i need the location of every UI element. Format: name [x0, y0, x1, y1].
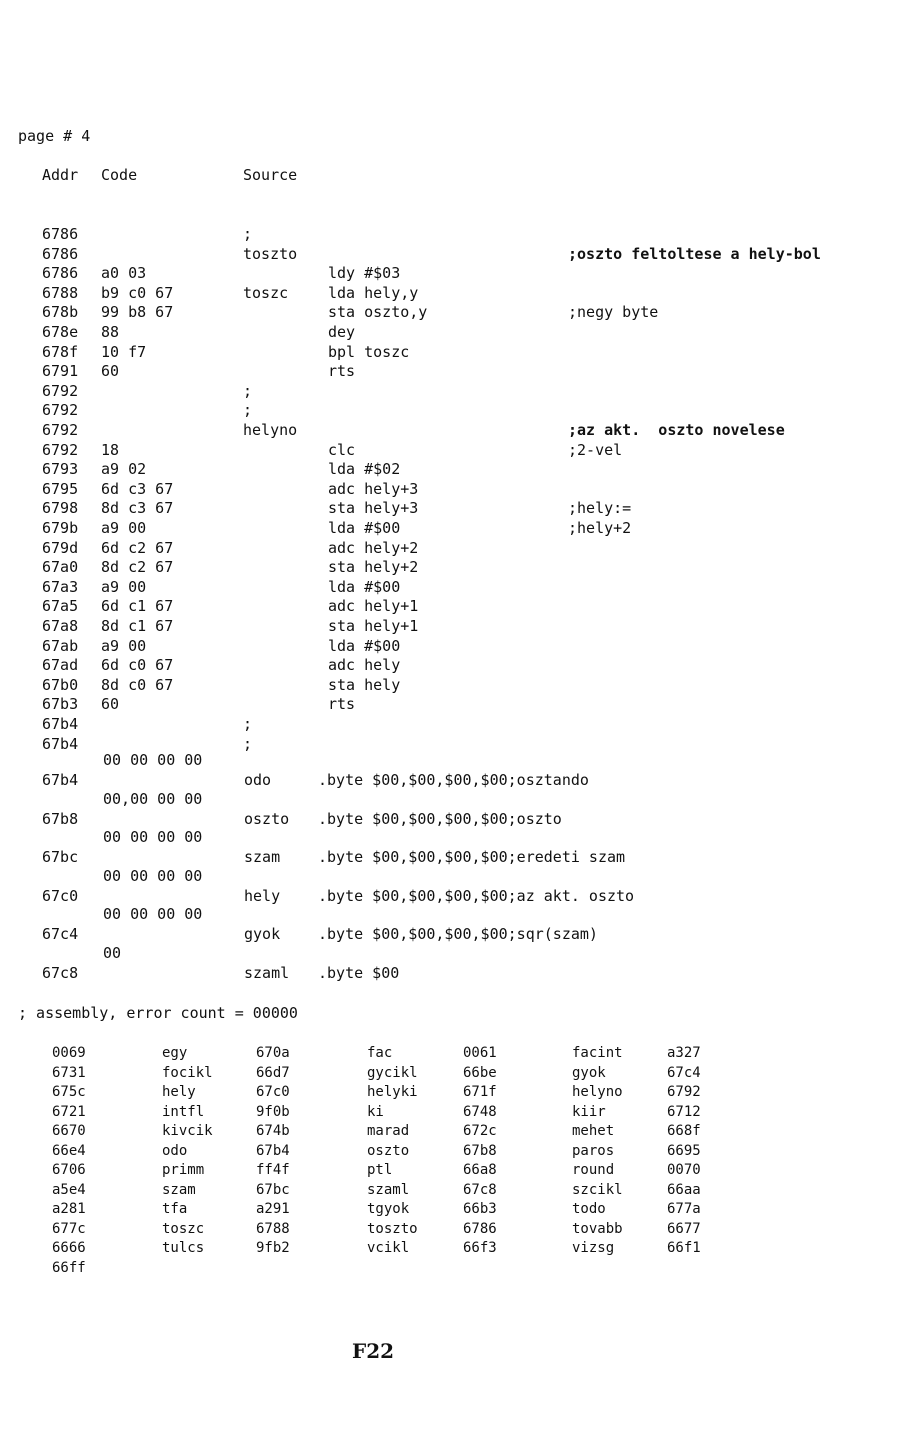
symbol-name: kivcik [162, 1123, 213, 1139]
symbol-name: helyno [572, 1084, 623, 1100]
listing-instruction: lda #$00 [328, 519, 401, 537]
listing-instruction: adc hely [328, 656, 401, 675]
listing-addr: 679d [42, 538, 79, 557]
symbol-value: 66be [463, 1064, 497, 1081]
listing-instruction: sta hely+3 [328, 499, 419, 518]
symbol-value: 6748 [463, 1103, 497, 1120]
data-label: odo [244, 771, 272, 789]
listing-code: a9 00 [101, 636, 147, 655]
data-directive: .byte $00,$00,$00,$00;az akt. oszto [318, 886, 635, 905]
symbol-value: 677a [667, 1201, 701, 1217]
symbol-value: 6788 [256, 1220, 290, 1237]
listing-code: 60 [101, 362, 120, 381]
symbol-value: 6670 [52, 1123, 86, 1139]
listing-addr: 67b4 [42, 715, 79, 733]
listing-code: a9 02 [101, 460, 147, 479]
listing-addr: 678b [42, 303, 79, 322]
data-addr: 67c4 [42, 925, 79, 944]
listing-addr: 6792 [42, 440, 79, 459]
symbol-name: oszto [367, 1142, 410, 1159]
listing-addr: 67ad [42, 656, 79, 675]
listing-instruction: sta oszto,y [328, 303, 428, 322]
symbol-name: toszc [162, 1220, 205, 1237]
listing-addr: 67a0 [42, 558, 79, 577]
listing-addr: 6786 [42, 225, 79, 243]
symbol-value: 6677 [667, 1220, 701, 1237]
symbol-value: 66e4 [52, 1142, 86, 1159]
listing-addr: 67a5 [42, 597, 79, 616]
symbol-name: tulcs [162, 1240, 205, 1256]
symbol-value: a291 [256, 1201, 290, 1217]
listing-instruction: ldy #$03 [328, 264, 401, 283]
listing-instruction: lda #$00 [328, 636, 401, 655]
listing-label: ; [243, 381, 253, 400]
data-bytes: 00,00 00 00 [103, 789, 203, 808]
column-header-source: Source [243, 166, 298, 184]
listing-code: 88 [101, 323, 120, 341]
listing-instruction: adc hely+3 [328, 479, 419, 498]
listing-instruction: rts [328, 362, 356, 381]
listing-addr: 678e [42, 323, 79, 341]
symbol-name: ki [367, 1103, 384, 1120]
listing-code: b9 c0 67 [101, 283, 174, 302]
symbol-name: intfl [162, 1103, 205, 1120]
data-bytes: 00 00 00 00 [103, 751, 203, 769]
symbol-name: paros [572, 1142, 615, 1159]
column-header-addr: Addr [42, 166, 79, 184]
symbol-name: szcikl [572, 1181, 623, 1198]
listing-comment: ;negy byte [568, 303, 659, 322]
listing-addr: 6791 [42, 362, 79, 381]
symbol-value: 0061 [463, 1045, 497, 1061]
symbol-value: ff4f [256, 1162, 290, 1178]
listing-addr: 67b0 [42, 675, 79, 694]
listing-addr: 6792 [42, 381, 79, 400]
symbol-value: 67b8 [463, 1142, 497, 1159]
listing-code: 8d c2 67 [101, 558, 174, 577]
page-footer-label: F22 [352, 1339, 395, 1363]
symbol-value: 674b [256, 1123, 290, 1139]
symbol-value: 6706 [52, 1162, 86, 1178]
data-label: hely [244, 886, 281, 905]
listing-comment: ;2-vel [568, 440, 623, 459]
listing-label: helyno [243, 421, 298, 439]
symbol-name: ptl [367, 1162, 393, 1178]
column-header-code: Code [101, 166, 138, 184]
listing-code: 6d c2 67 [101, 538, 174, 557]
symbol-name: vcikl [367, 1240, 410, 1256]
listing-code: a0 03 [101, 264, 147, 283]
symbol-value: 66aa [667, 1181, 701, 1198]
symbol-name: odo [162, 1142, 188, 1159]
symbol-value: 67c8 [463, 1181, 497, 1198]
listing-comment: ;hely+2 [568, 519, 632, 537]
data-label: szaml [244, 964, 290, 982]
page-header: page # 4 [18, 127, 91, 145]
data-addr: 67c0 [42, 886, 79, 905]
symbol-value: 66f3 [463, 1240, 497, 1256]
listing-code: a9 00 [101, 577, 147, 596]
listing-addr: 679b [42, 519, 79, 537]
symbol-value: 9fb2 [256, 1240, 290, 1256]
symbol-name: tfa [162, 1201, 188, 1217]
symbol-value: 6712 [667, 1103, 701, 1120]
symbol-value: 6666 [52, 1240, 86, 1256]
listing-addr: 67b3 [42, 695, 79, 714]
symbol-value: 675c [52, 1084, 86, 1100]
listing-addr: 67b4 [42, 734, 79, 753]
symbol-value: a5e4 [52, 1181, 86, 1198]
symbol-value: 6721 [52, 1103, 86, 1120]
listing-label: toszto [243, 244, 298, 263]
symbol-value: 6695 [667, 1142, 701, 1159]
symbol-value: 671f [463, 1084, 497, 1100]
symbol-value: 668f [667, 1123, 701, 1139]
data-addr: 67b4 [42, 771, 79, 789]
symbol-value: 0070 [667, 1162, 701, 1178]
listing-addr: 67a3 [42, 577, 79, 596]
listing-code: 10 f7 [101, 342, 147, 361]
listing-code: 6d c1 67 [101, 597, 174, 616]
symbol-value: 66b3 [463, 1201, 497, 1217]
listing-code: 8d c3 67 [101, 499, 174, 518]
symbol-value: 66f1 [667, 1240, 701, 1256]
symbol-name: szam [162, 1181, 196, 1198]
listing-instruction: lda hely,y [328, 283, 419, 302]
symbol-value: 6786 [463, 1220, 497, 1237]
listing-comment: ;hely:= [568, 499, 632, 518]
symbol-name: gycikl [367, 1064, 418, 1081]
symbol-name: egy [162, 1045, 188, 1061]
listing-instruction: lda #$00 [328, 577, 401, 596]
symbol-name: facint [572, 1045, 623, 1061]
symbol-value: 67c4 [667, 1064, 701, 1081]
symbol-value: 66ff [52, 1259, 86, 1276]
data-label: gyok [244, 925, 281, 944]
symbol-name: kiir [572, 1103, 606, 1120]
listing-instruction: rts [328, 695, 356, 714]
listing-label: ; [243, 734, 253, 753]
symbol-name: gyok [572, 1064, 606, 1081]
symbol-value: 67bc [256, 1181, 290, 1198]
symbol-value: a327 [667, 1045, 701, 1061]
listing-comment: ;az akt. oszto novelese [568, 421, 785, 439]
symbol-value: 0069 [52, 1045, 86, 1061]
data-bytes: 00 [103, 944, 122, 962]
listing-instruction: adc hely+1 [328, 597, 419, 616]
listing-label: toszc [243, 283, 289, 302]
symbol-name: mehet [572, 1123, 615, 1139]
data-directive: .byte $00,$00,$00,$00;oszto [318, 809, 562, 828]
symbol-value: 670a [256, 1045, 290, 1061]
symbol-value: 67c0 [256, 1084, 290, 1100]
symbol-name: round [572, 1162, 615, 1178]
data-bytes: 00 00 00 00 [103, 828, 203, 847]
listing-instruction: adc hely+2 [328, 538, 419, 557]
symbol-name: helyki [367, 1084, 418, 1100]
symbol-name: fac [367, 1045, 393, 1061]
data-directive: .byte $00,$00,$00,$00;osztando [318, 771, 589, 789]
symbol-name: hely [162, 1084, 196, 1100]
listing-code: a9 00 [101, 519, 147, 537]
listing-code: 99 b8 67 [101, 303, 174, 322]
listing-code: 6d c3 67 [101, 479, 174, 498]
symbol-name: vizsg [572, 1240, 615, 1256]
listing-instruction: lda #$02 [328, 460, 401, 479]
symbol-value: 672c [463, 1123, 497, 1139]
listing-addr: 6795 [42, 479, 79, 498]
listing-instruction: sta hely [328, 675, 401, 694]
symbol-value: 66d7 [256, 1064, 290, 1081]
symbol-name: focikl [162, 1064, 213, 1081]
data-label: szam [244, 848, 281, 867]
data-directive: .byte $00,$00,$00,$00;sqr(szam) [318, 925, 598, 944]
listing-addr: 6786 [42, 244, 79, 263]
symbol-name: toszto [367, 1220, 418, 1237]
symbol-name: primm [162, 1162, 205, 1178]
listing-addr: 6792 [42, 401, 79, 420]
listing-instruction: bpl toszc [328, 342, 410, 361]
symbol-name: tovabb [572, 1220, 623, 1237]
symbol-name: marad [367, 1123, 410, 1139]
listing-instruction: sta hely+1 [328, 617, 419, 635]
listing-addr: 678f [42, 342, 79, 361]
listing-code: 6d c0 67 [101, 656, 174, 675]
symbol-value: 6731 [52, 1064, 86, 1081]
symbol-value: 66a8 [463, 1162, 497, 1178]
listing-label: ; [243, 225, 253, 243]
symbol-value: 677c [52, 1220, 86, 1237]
listing-addr: 6792 [42, 421, 79, 439]
listing-code: 60 [101, 695, 120, 714]
data-addr: 67bc [42, 848, 79, 867]
listing-addr: 6788 [42, 283, 79, 302]
listing-label: ; [243, 401, 253, 420]
listing-comment: ;oszto feltoltese a hely-bol [568, 244, 821, 263]
listing-addr: 6786 [42, 264, 79, 283]
data-directive: .byte $00,$00,$00,$00;eredeti szam [318, 848, 626, 867]
symbol-value: 6792 [667, 1084, 701, 1100]
listing-addr: 67ab [42, 636, 79, 655]
data-addr: 67b8 [42, 809, 79, 828]
data-label: oszto [244, 809, 290, 828]
symbol-name: todo [572, 1201, 606, 1217]
data-bytes: 00 00 00 00 [103, 866, 203, 885]
data-directive: .byte $00 [318, 964, 400, 982]
assembly-summary: ; assembly, error count = 00000 [18, 1004, 298, 1022]
symbol-value: 9f0b [256, 1103, 290, 1120]
listing-addr: 67a8 [42, 617, 79, 635]
listing-code: 18 [101, 440, 120, 459]
listing-instruction: clc [328, 440, 356, 459]
listing-addr: 6798 [42, 499, 79, 518]
listing-code: 8d c1 67 [101, 617, 174, 635]
symbol-name: tgyok [367, 1201, 410, 1217]
symbol-value: a281 [52, 1201, 86, 1217]
listing-code: 8d c0 67 [101, 675, 174, 694]
symbol-name: szaml [367, 1181, 410, 1198]
listing-instruction: dey [328, 323, 356, 341]
data-addr: 67c8 [42, 964, 79, 982]
symbol-value: 67b4 [256, 1142, 290, 1159]
listing-label: ; [243, 715, 253, 733]
listing-addr: 6793 [42, 460, 79, 479]
data-bytes: 00 00 00 00 [103, 905, 203, 924]
listing-instruction: sta hely+2 [328, 558, 419, 577]
